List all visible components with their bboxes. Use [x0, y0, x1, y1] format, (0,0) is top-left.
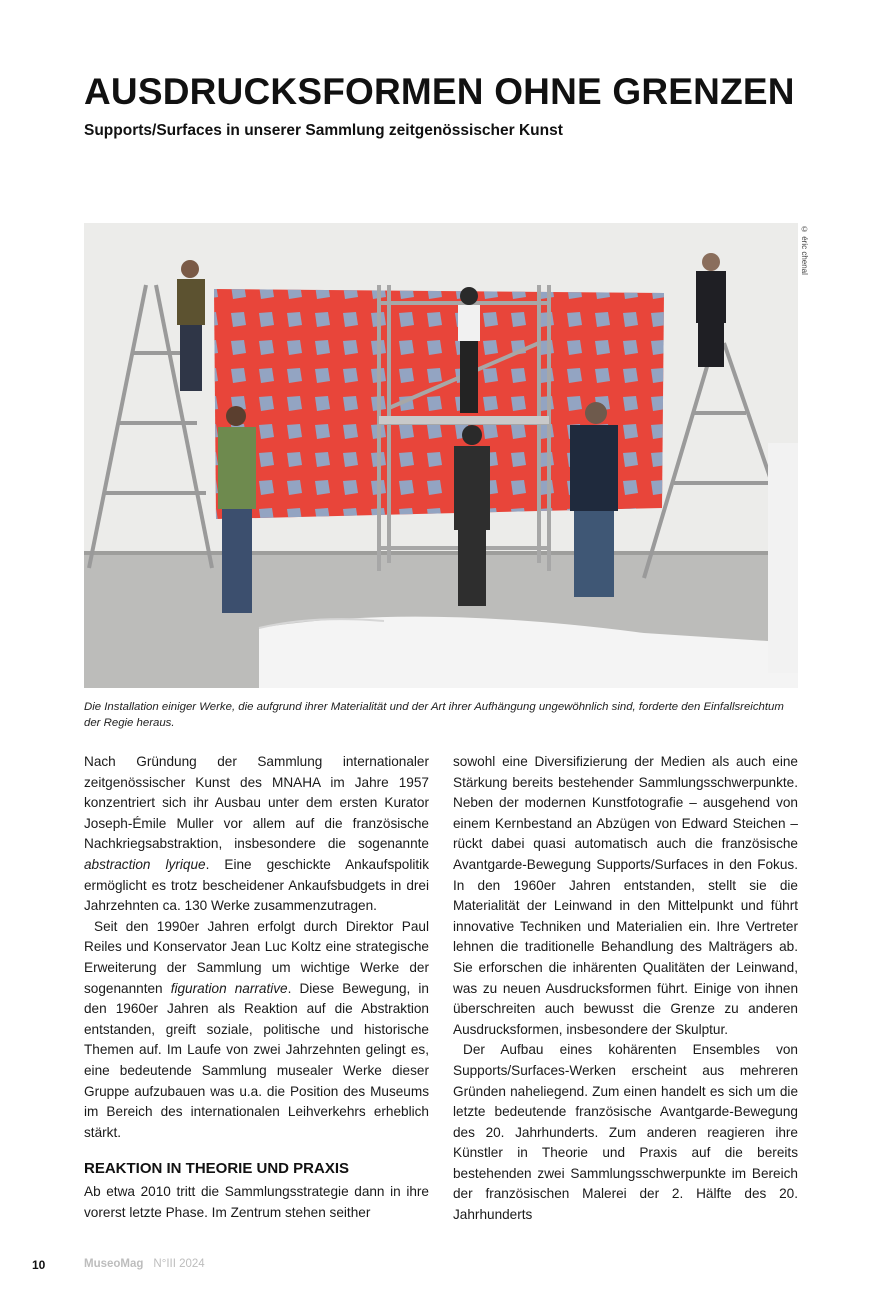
article-paragraph: sowohl eine Diversifizierung der Medien als auch eine Stärkung bereits bestehender Sammlungsschwerpunkte. Neben der modernen Kunstfotografie – ausgehend von einem Kernbestand an Abzügen von Edward Steichen – rückt dabei quasi automatisch auch die französische Avantgarde-Bewegung Supports/Surfaces in den Fokus. In den 1960er Jahren entstanden, stellt sie die Materialität der Leinwand in den Mittelpunkt und führt innovative Techniken und Materialien ein. Ihre Vertreter lehnen die traditionelle Behandlung des Malträgers ab. Sie erforschen die inhärenten Qualitäten der Leinwand, was zu neuen Ausdrucksformen führt. Einige von ihnen überschreiten auch bewusst die Grenze zu anderen Ausdrucksformen, insbesondere der Skulptur.: [453, 754, 798, 1037]
article-paragraph: Nach Gründung der Sammlung internationaler zeitgenössischer Kunst des MNAHA im Jahre 1957 konzentriert sich ihr Ausbau unter dem ersten Kurator Joseph-Émile Muller vor allem auf die französische Nachkriegsabstraktion, insbesondere die sogenannte abstraction lyrique. Eine geschickte Ankaufspolitik ermöglicht es trotz bescheidener Ankaufsbudgets in drei Jahrzehnten ca. 130 Werke zusammenzutragen.: [84, 754, 429, 914]
installation-photo: [84, 223, 798, 688]
issue-label: N°III 2024: [153, 1258, 205, 1270]
section-heading: REAKTION IN THEORIE UND PRAXIS: [84, 1160, 350, 1178]
page-number: 10: [32, 1258, 46, 1272]
photo-credit: © éric chenal: [800, 225, 809, 275]
page-title: AUSDRUCKSFORMEN OHNE GRENZEN: [84, 71, 795, 112]
article-paragraph: Seit den 1990er Jahren erfolgt durch Direktor Paul Reiles und Konservator Jean Luc Koltz eine strategische Erweiterung der Sammlung um wichtige Werke der sogenannten figuration narrative. Diese Bewegung, in den 1960er Jahren als Reaktion auf die Abstraktion entstanden, greift soziale, politische und historische Themen auf. Im Laufe von zwei Jahrzehnten gelingt es, eine bedeutende Sammlung musealer Werke dieser Gruppe aufzubauen was u.a. die Position des Museums im Bereich des internationalen Leihverkehrs erheblich stärkt.: [84, 918, 429, 1140]
article-paragraph: Der Aufbau eines kohärenten Ensembles von Supports/Surfaces-Werken erscheint aus mehreren Gründen naheliegend. Zum einen handelt es sich um die letzte bedeutende französische Avantgarde-Bewegung des 20. Jahrhunderts. Zum anderen reagieren ihre Künstler in Theorie und Praxis auf die bereits bestehenden zwei Sammlungsschwerpunkte im Bereich der französischen Malerei der 2. Hälfte des 20. Jahrhunderts: [453, 1042, 798, 1223]
magazine-footer: [84, 1258, 205, 1270]
article-column-left: [84, 752, 429, 1223]
photo-caption: Die Installation einiger Werke, die aufgrund ihrer Materialität und der Art ihrer Aufhängung ungewöhnlich sind, forderte den Einfallsreichtum der Regie heraus.: [84, 701, 784, 729]
article-column-right: [453, 752, 798, 1226]
article-paragraph: Ab etwa 2010 tritt die Sammlungsstrategie dann in ihre vorerst letzte Phase. Im Zentrum stehen seither: [84, 1184, 429, 1220]
page-subtitle: Supports/Surfaces in unserer Sammlung zeitgenössischer Kunst: [84, 122, 563, 139]
magazine-name: MuseoMag: [84, 1258, 144, 1270]
